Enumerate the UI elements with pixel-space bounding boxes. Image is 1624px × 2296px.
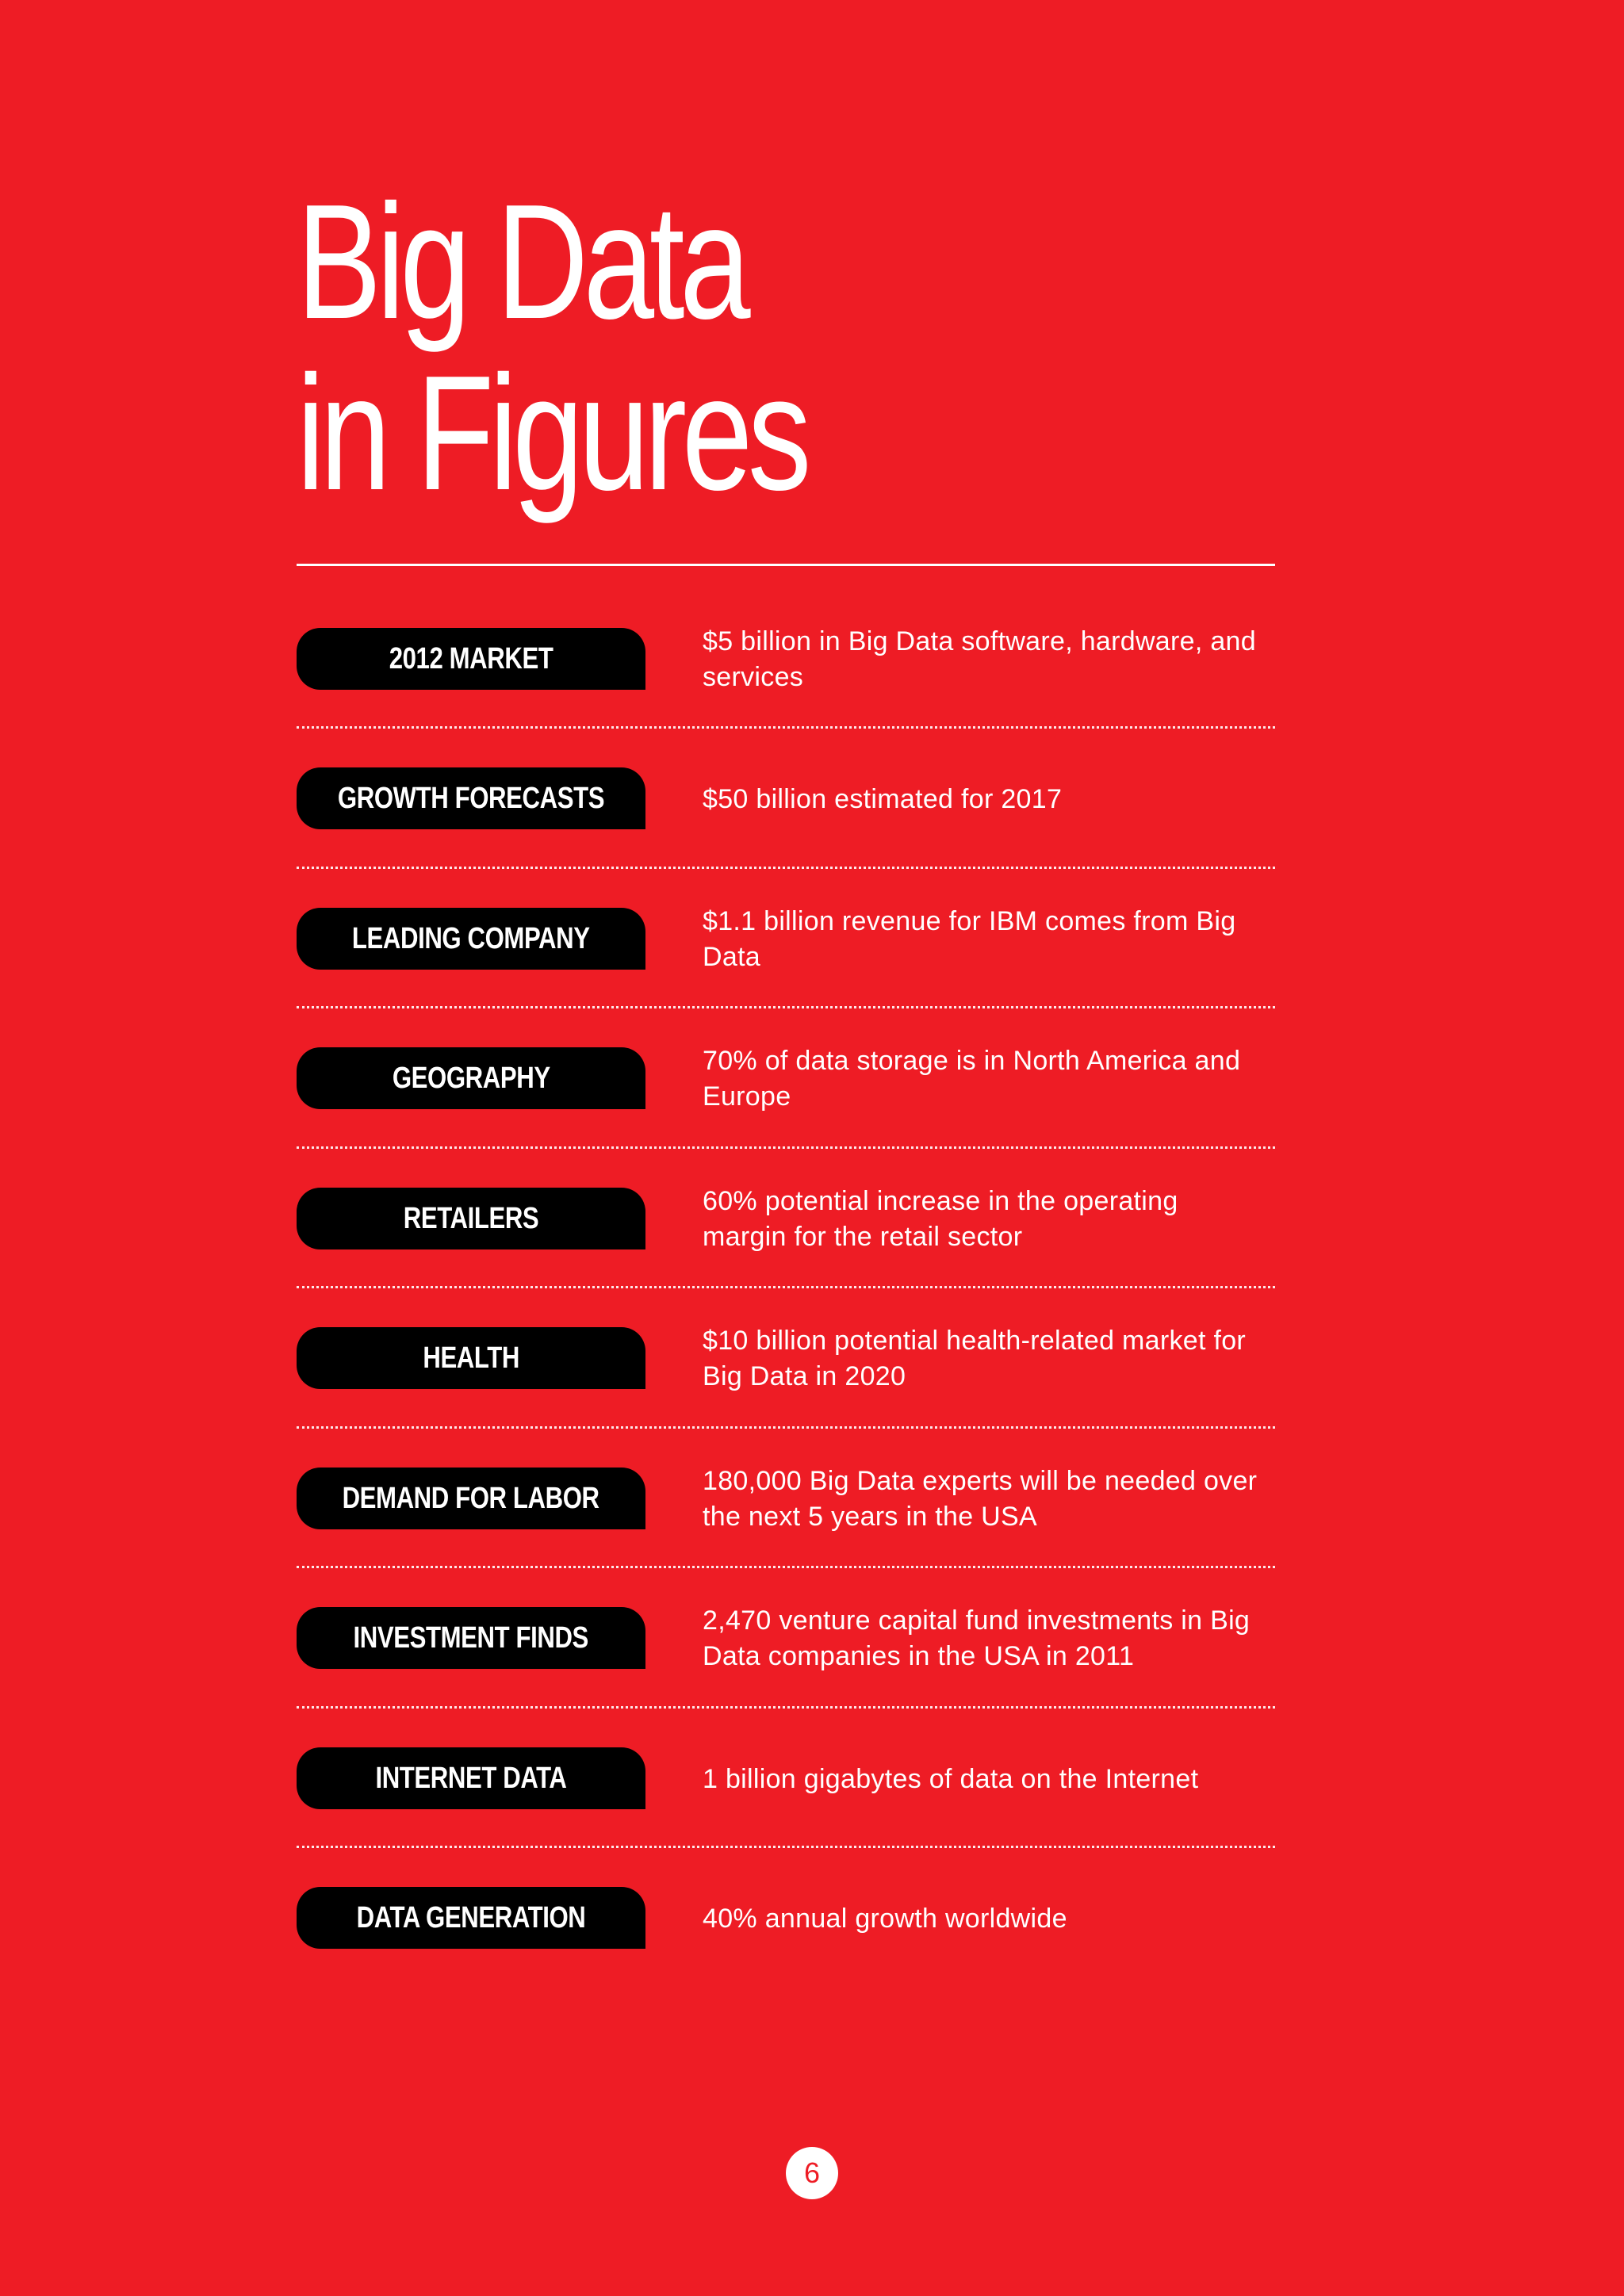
dotted-divider (297, 1146, 1275, 1149)
figure-description: $10 billion potential health-related market for Big Data in 2020 (703, 1326, 1247, 1391)
list-item (297, 1607, 1275, 1670)
list-item (297, 1047, 1275, 1111)
figure-description: 40% annual growth worldwide (703, 1903, 1067, 1934)
page-number: 6 (803, 2156, 821, 2189)
category-pill (297, 1047, 645, 1109)
dotted-divider (297, 726, 1275, 729)
category-label: RETAILERS (403, 1201, 539, 1235)
category-label: LEADING COMPANY (352, 921, 590, 955)
page-number-badge (786, 2147, 838, 2199)
category-label: DEMAND FOR LABOR (342, 1481, 600, 1515)
list-item (297, 1747, 1275, 1811)
category-label: GROWTH FORECASTS (337, 781, 605, 815)
dotted-divider (297, 1006, 1275, 1008)
list-item (297, 908, 1275, 971)
category-pill (297, 1327, 645, 1389)
figure-description: $50 billion estimated for 2017 (703, 783, 1063, 814)
category-pill (297, 1188, 645, 1249)
category-pill (297, 908, 645, 970)
category-label: GEOGRAPHY (392, 1061, 550, 1095)
figure-description: 180,000 Big Data experts will be needed over the next 5 years in the USA (703, 1466, 1258, 1532)
title-line-1: Big Data (297, 170, 746, 353)
category-label: INVESTMENT FINDS (353, 1621, 589, 1655)
category-label: 2012 MARKET (389, 641, 553, 675)
category-pill (297, 628, 645, 690)
category-label: DATA GENERATION (356, 1900, 586, 1934)
category-pill (297, 1607, 645, 1669)
figure-description: 70% of data storage is in North America and Europe (703, 1046, 1241, 1112)
title-divider (297, 564, 1275, 566)
list-item (297, 1887, 1275, 1950)
category-pill (297, 767, 645, 829)
figure-description: 1 billion gigabytes of data on the Internet (703, 1763, 1199, 1794)
category-label: HEALTH (423, 1341, 519, 1375)
dotted-divider (297, 1706, 1275, 1709)
category-pill (297, 1468, 645, 1529)
category-label: INTERNET DATA (375, 1761, 567, 1795)
list-item (297, 1327, 1275, 1391)
page-title (297, 170, 807, 524)
dotted-divider (297, 1566, 1275, 1568)
figure-description: 2,470 venture capital fund investments in Big Data companies in the USA in 2011 (703, 1605, 1251, 1671)
dotted-divider (297, 1846, 1275, 1848)
figure-description: 60% potential increase in the operating margin for the retail sector (703, 1186, 1178, 1252)
dotted-divider (297, 867, 1275, 869)
list-item (297, 767, 1275, 831)
list-item (297, 1468, 1275, 1531)
category-pill (297, 1887, 645, 1949)
figure-description: $1.1 billion revenue for IBM comes from Big Data (703, 906, 1236, 972)
dotted-divider (297, 1426, 1275, 1429)
category-pill (297, 1747, 645, 1809)
figure-description: $5 billion in Big Data software, hardware, and services (703, 626, 1256, 692)
title-line-2: in Figures (297, 342, 807, 524)
list-item (297, 1188, 1275, 1251)
list-item (297, 628, 1275, 691)
dotted-divider (297, 1286, 1275, 1288)
